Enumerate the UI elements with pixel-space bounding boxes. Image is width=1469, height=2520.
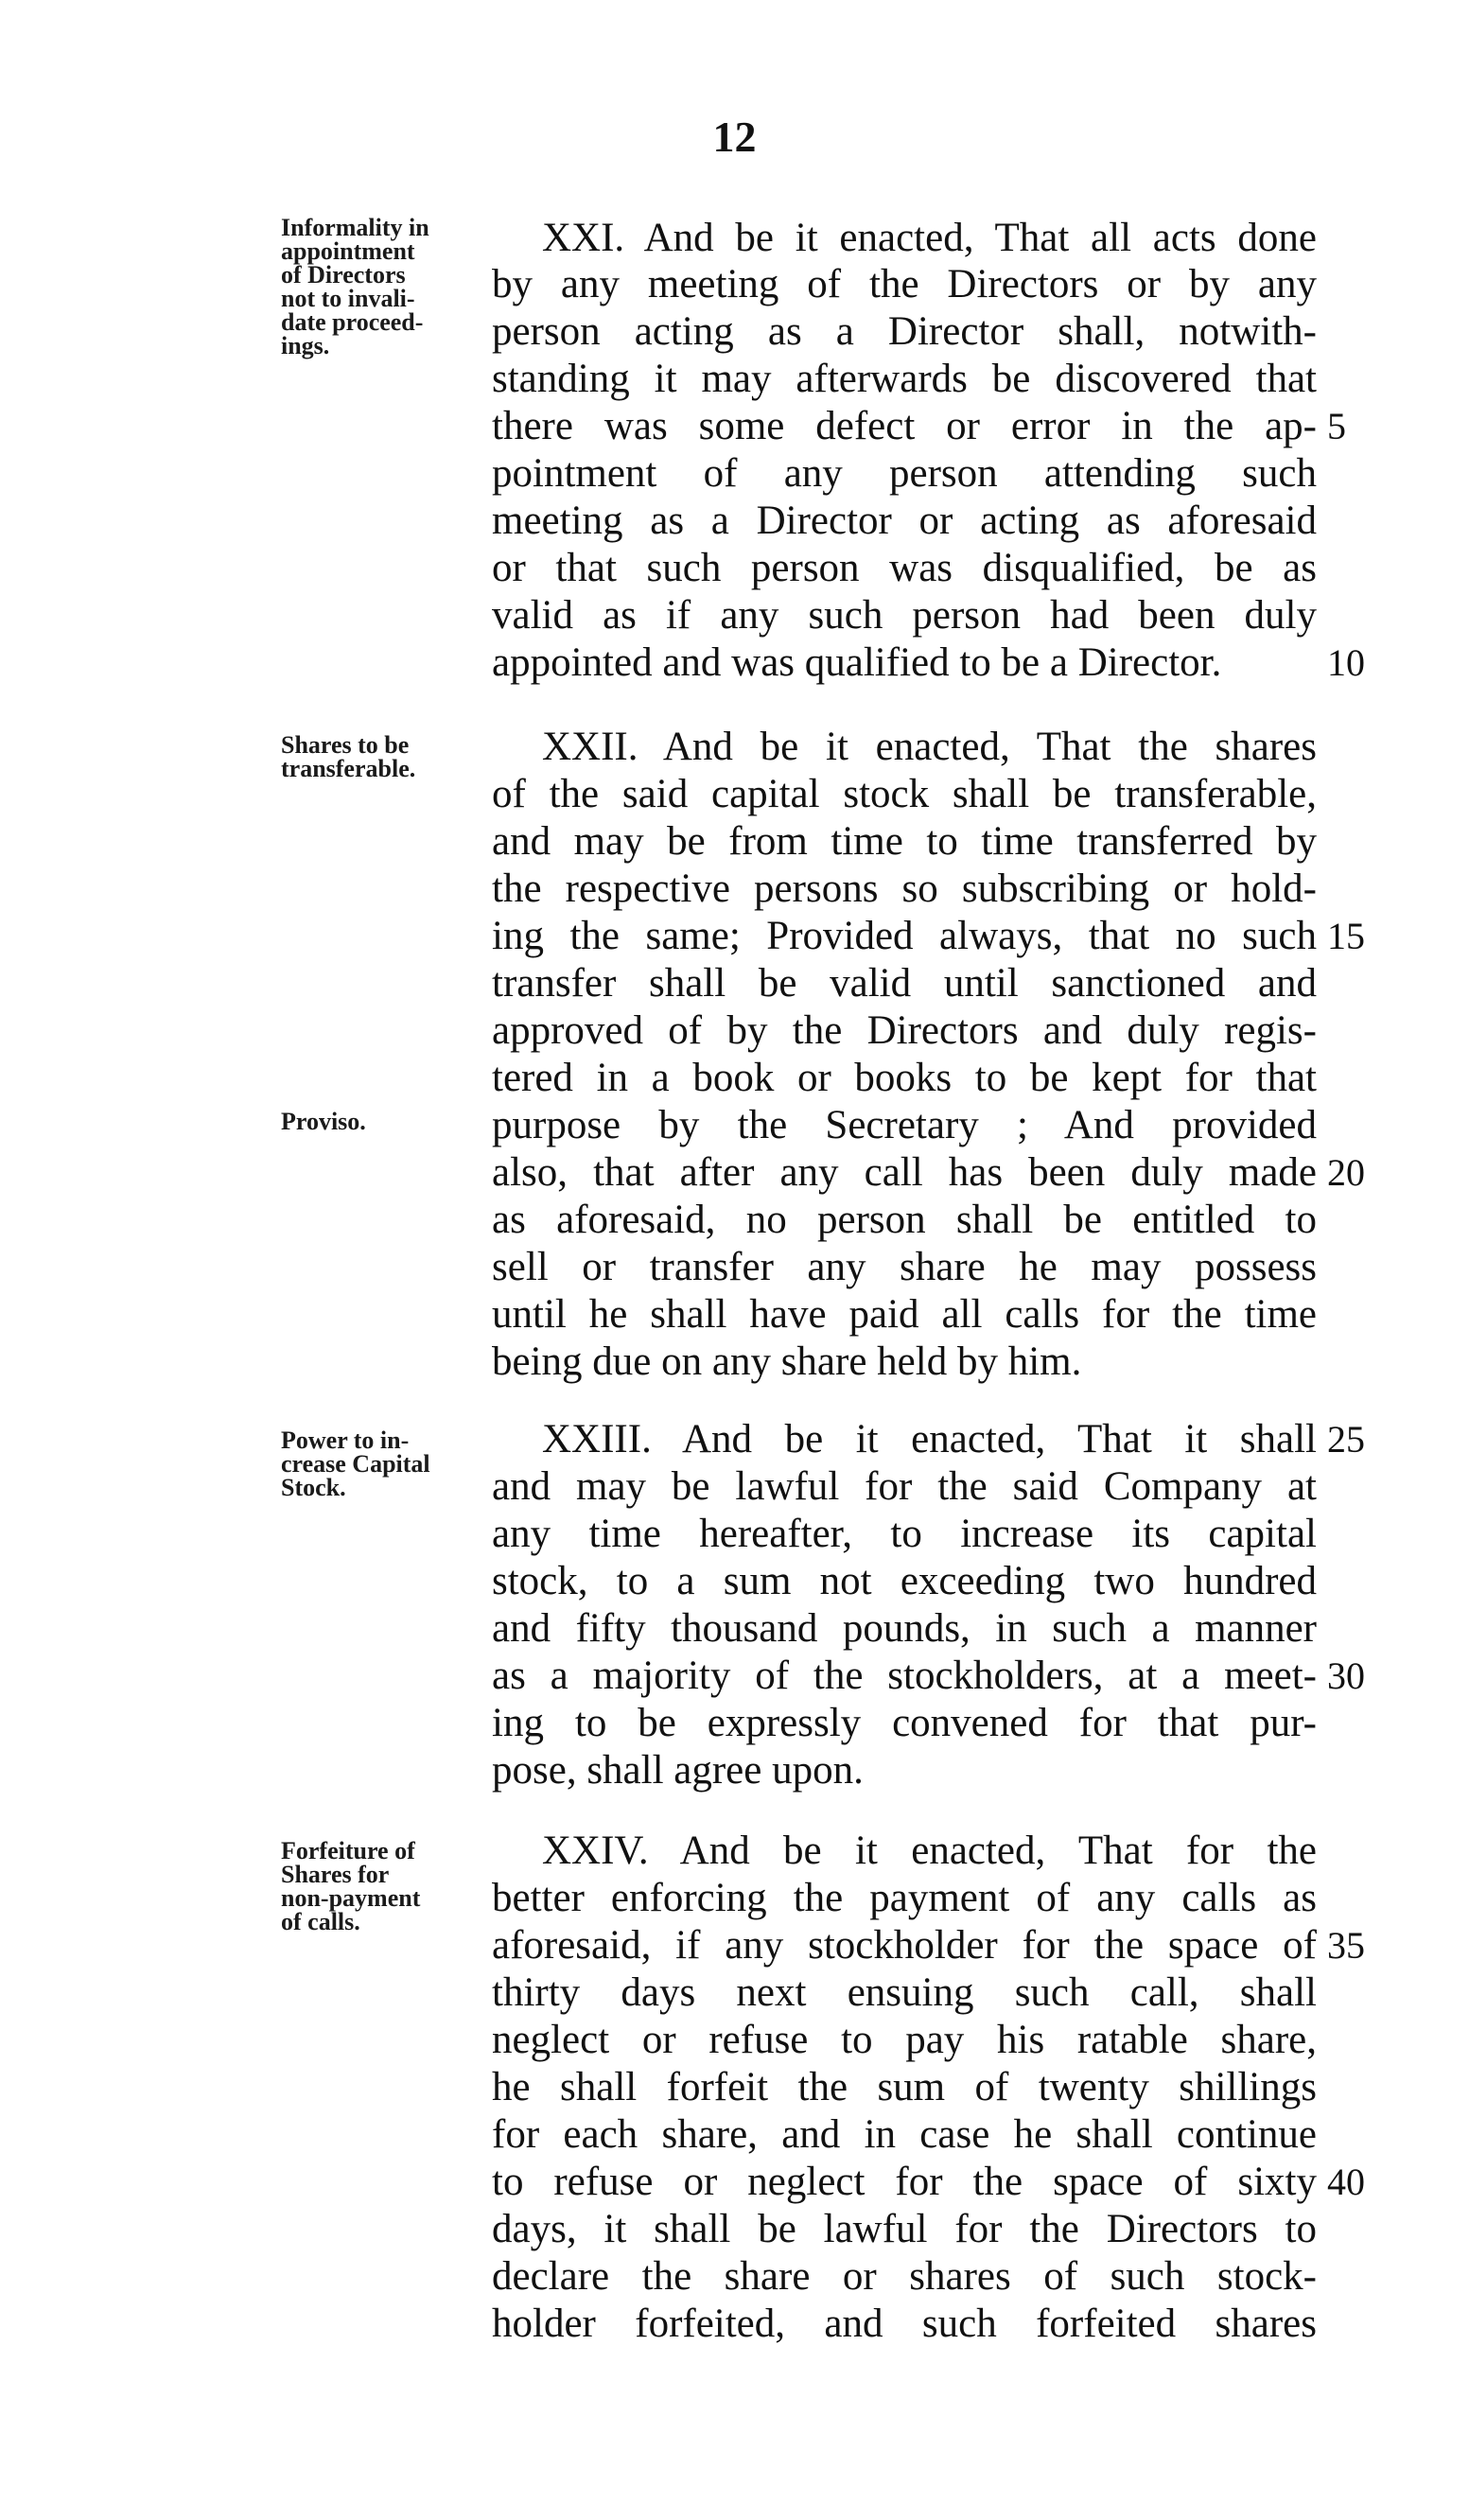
text-line: appointed and was qualified to be a Director. — [492, 640, 1222, 685]
margin-note-line: ings. — [281, 332, 330, 359]
page-number: 12 — [712, 113, 757, 161]
margin-note-line: non-payment — [281, 1884, 421, 1912]
text-line: ing the same; Provided always, that no such — [492, 914, 1317, 958]
text-line: sell or transfer any share he may possess — [492, 1245, 1317, 1289]
line-number: 30 — [1327, 1654, 1365, 1697]
margin-note-line: Power to in- — [281, 1426, 410, 1454]
text-line: pose, shall agree upon. — [492, 1748, 864, 1793]
line-number: 5 — [1327, 405, 1346, 447]
line-number: 10 — [1327, 641, 1365, 684]
text-line: pointment of any person attending such — [492, 451, 1317, 496]
text-line: days, it shall be lawful for the Directors to — [492, 2207, 1317, 2251]
margin-note-line: of Directors — [281, 261, 406, 289]
text-line: tered in a book or books to be kept for that — [492, 1056, 1317, 1100]
text-line: by any meeting of the Directors or by any — [492, 262, 1317, 306]
text-line: XXIII. And be it enacted, That it shall — [542, 1417, 1317, 1461]
text-line: purpose by the Secretary ; And provided — [492, 1103, 1317, 1147]
text-line: XXI. And be it enacted, That all acts done — [542, 216, 1317, 260]
line-number: 35 — [1327, 1924, 1365, 1967]
text-line: of the said capital stock shall be transferable, — [492, 772, 1317, 816]
text-line: the respective persons so subscribing or hold- — [492, 866, 1317, 911]
text-line: meeting as a Director or acting as aforesaid — [492, 499, 1317, 543]
margin-note-line: Stock. — [281, 1474, 346, 1501]
text-line: until he shall have paid all calls for the time — [492, 1292, 1317, 1337]
text-line: transfer shall be valid until sanctioned and — [492, 961, 1317, 1006]
text-line: ing to be expressly convened for that pur- — [492, 1701, 1317, 1745]
margin-note-line: crease Capital — [281, 1450, 430, 1478]
margin-note-line: Forfeiture of — [281, 1837, 415, 1864]
text-line: also, that after any call has been duly made — [492, 1150, 1317, 1195]
text-line: as a majority of the stockholders, at a meet- — [492, 1654, 1317, 1698]
text-line: person acting as a Director shall, notwith- — [492, 309, 1317, 354]
margin-note-informality — [281, 216, 470, 358]
margin-note-increase-capital — [281, 1428, 470, 1499]
margin-note-line: not to invali- — [281, 285, 415, 312]
text-line: valid as if any such person had been duly — [492, 593, 1317, 638]
margin-note-forfeiture — [281, 1839, 470, 1934]
text-line: better enforcing the payment of any calls as — [492, 1876, 1317, 1920]
margin-note-line: appointment — [281, 237, 415, 265]
text-line: XXII. And be it enacted, That the shares — [542, 725, 1317, 769]
text-line: and may be lawful for the said Company at — [492, 1464, 1317, 1509]
margin-note-line: Informality in — [281, 214, 429, 241]
margin-note-line: Shares to be — [281, 731, 410, 759]
line-number: 20 — [1327, 1151, 1365, 1194]
text-line: as aforesaid, no person shall be entitled to — [492, 1198, 1317, 1242]
text-line: there was some defect or error in the ap- — [492, 404, 1317, 448]
text-line: neglect or refuse to pay his ratable share, — [492, 2018, 1317, 2062]
text-line: being due on any share held by him. — [492, 1339, 1082, 1384]
text-line: and fifty thousand pounds, in such a manner — [492, 1606, 1317, 1651]
margin-note-line: date proceed- — [281, 308, 424, 336]
margin-note-proviso — [281, 1110, 470, 1133]
text-line: any time hereafter, to increase its capital — [492, 1512, 1317, 1556]
text-line: approved of by the Directors and duly regis- — [492, 1008, 1317, 1053]
margin-note-line: Shares for — [281, 1861, 390, 1888]
line-number: 40 — [1327, 2161, 1365, 2203]
text-line: holder forfeited, and such forfeited shares — [492, 2301, 1317, 2346]
text-line: thirty days next ensuing such call, shall — [492, 1970, 1317, 2015]
margin-note-shares-transferable — [281, 733, 470, 780]
text-line: he shall forfeit the sum of twenty shillings — [492, 2065, 1317, 2109]
text-line: XXIV. And be it enacted, That for the — [542, 1829, 1317, 1873]
margin-note-line: transferable. — [281, 755, 416, 782]
text-line: stock, to a sum not exceeding two hundred — [492, 1559, 1317, 1603]
text-line: declare the share or shares of such stock- — [492, 2254, 1317, 2299]
text-line: standing it may afterwards be discovered that — [492, 357, 1317, 401]
text-line: and may be from time to time transferred by — [492, 819, 1317, 864]
text-line: for each share, and in case he shall continue — [492, 2112, 1317, 2157]
line-number: 15 — [1327, 915, 1365, 957]
text-line: to refuse or neglect for the space of sixty — [492, 2160, 1317, 2204]
margin-note-line: Proviso. — [281, 1108, 366, 1135]
margin-note-line: of calls. — [281, 1908, 360, 1935]
text-line: or that such person was disqualified, be as — [492, 546, 1317, 590]
line-number: 25 — [1327, 1418, 1365, 1461]
text-line: aforesaid, if any stockholder for the space of — [492, 1923, 1317, 1968]
